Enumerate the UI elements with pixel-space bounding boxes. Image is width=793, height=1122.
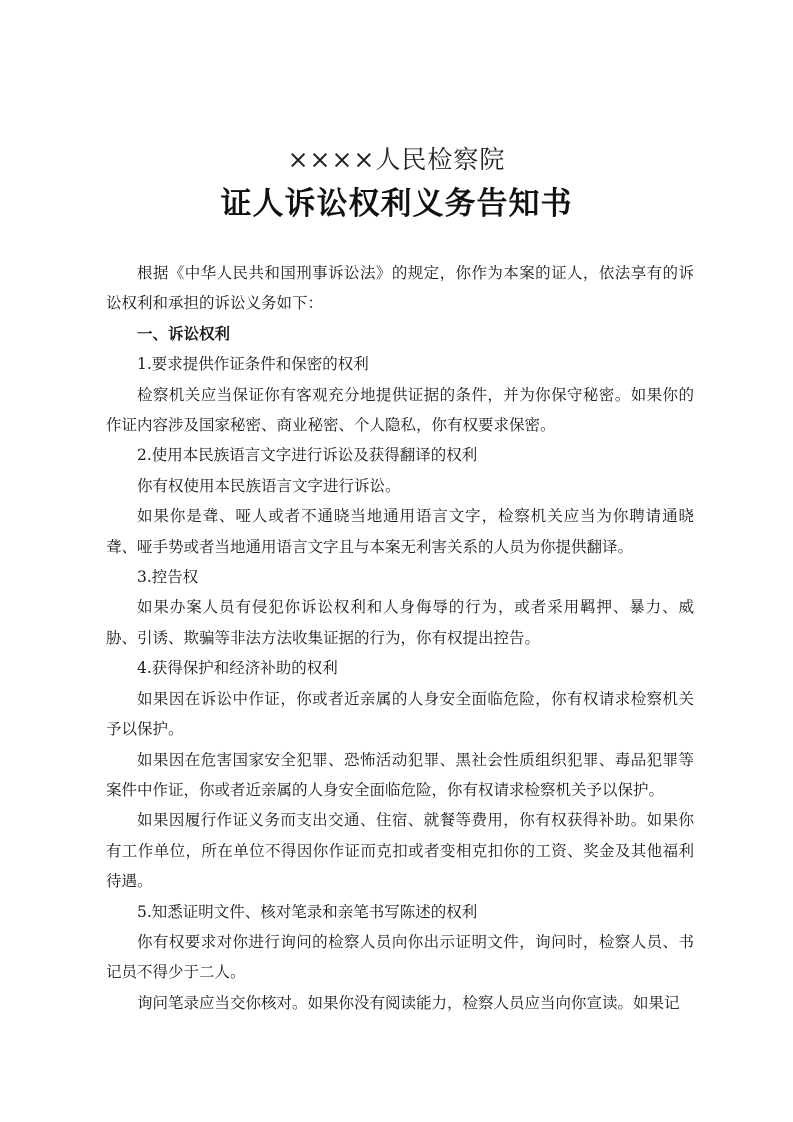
section-heading-rights: 一、诉讼权利: [137, 324, 231, 343]
item-heading: 3.控告权: [137, 568, 199, 587]
paragraph: 如果因在危害国家安全犯罪、恐怖活动犯罪、黑社会性质组织犯罪、毒品犯罪等案件中作证，你或者近亲属的人身安全面临危险，你有权请求检察机关予以保护。: [106, 750, 694, 799]
item-heading: 4.获得保护和经济补助的权利: [137, 659, 338, 678]
document-title: 证人诉讼权利义务告知书: [220, 186, 573, 222]
paragraph: 检察机关应当保证你有客观充分地提供证据的条件，并为你保守秘密。如果你的作证内容涉及国家秘密、商业秘密、个人隐私，你有权要求保密。: [106, 385, 694, 435]
paragraph: 如果因履行作证义务而支出交通、住宿、就餐等费用，你有权获得补助。如果你有工作单位，所在单位不得因你作证而克扣或者变相克扣你的工资、奖金及其他福利待遇。: [106, 811, 694, 891]
paragraph: 你有权要求对你进行询问的检察人员向你出示证明文件，询问时，检察人员、书记员不得少于二人。: [106, 932, 694, 982]
paragraph: 询问笔录应当交你核对。如果你没有阅读能力，检察人员应当向你宣读。如果记: [137, 993, 680, 1012]
paragraph: 如果因在诉讼中作证，你或者近亲属的人身安全面临危险，你有权请求检察机关予以保护。: [106, 689, 694, 739]
item-heading: 5.知悉证明文件、核对笔录和亲笔书写陈述的权利: [137, 902, 478, 921]
paragraph: 如果你是聋、哑人或者不通晓当地通用语言文字，检察机关应当为你聘请通晓聋、哑手势或者当地通用语言文字且与本案无利害关系的人员为你提供翻译。: [106, 507, 694, 556]
document-body: [106, 258, 694, 1018]
intro-paragraph: 根据《中华人民共和国刑事诉讼法》的规定，你作为本案的证人，依法享有的诉讼权利和承担的诉讼义务如下：: [106, 264, 694, 313]
paragraph: 你有权使用本民族语言文字进行诉讼。: [137, 476, 401, 495]
paragraph: 如果办案人员有侵犯你诉讼权利和人身侮辱的行为，或者采用羁押、暴力、威胁、引诱、欺骗等非法方法收集证据的行为，你有权提出控告。: [106, 598, 694, 647]
item-heading: 1.要求提供作证条件和保密的权利: [137, 355, 369, 374]
organization-name: ××××人民检察院: [287, 145, 506, 174]
item-heading: 2.使用本民族语言文字进行诉讼及获得翻译的权利: [137, 446, 478, 465]
